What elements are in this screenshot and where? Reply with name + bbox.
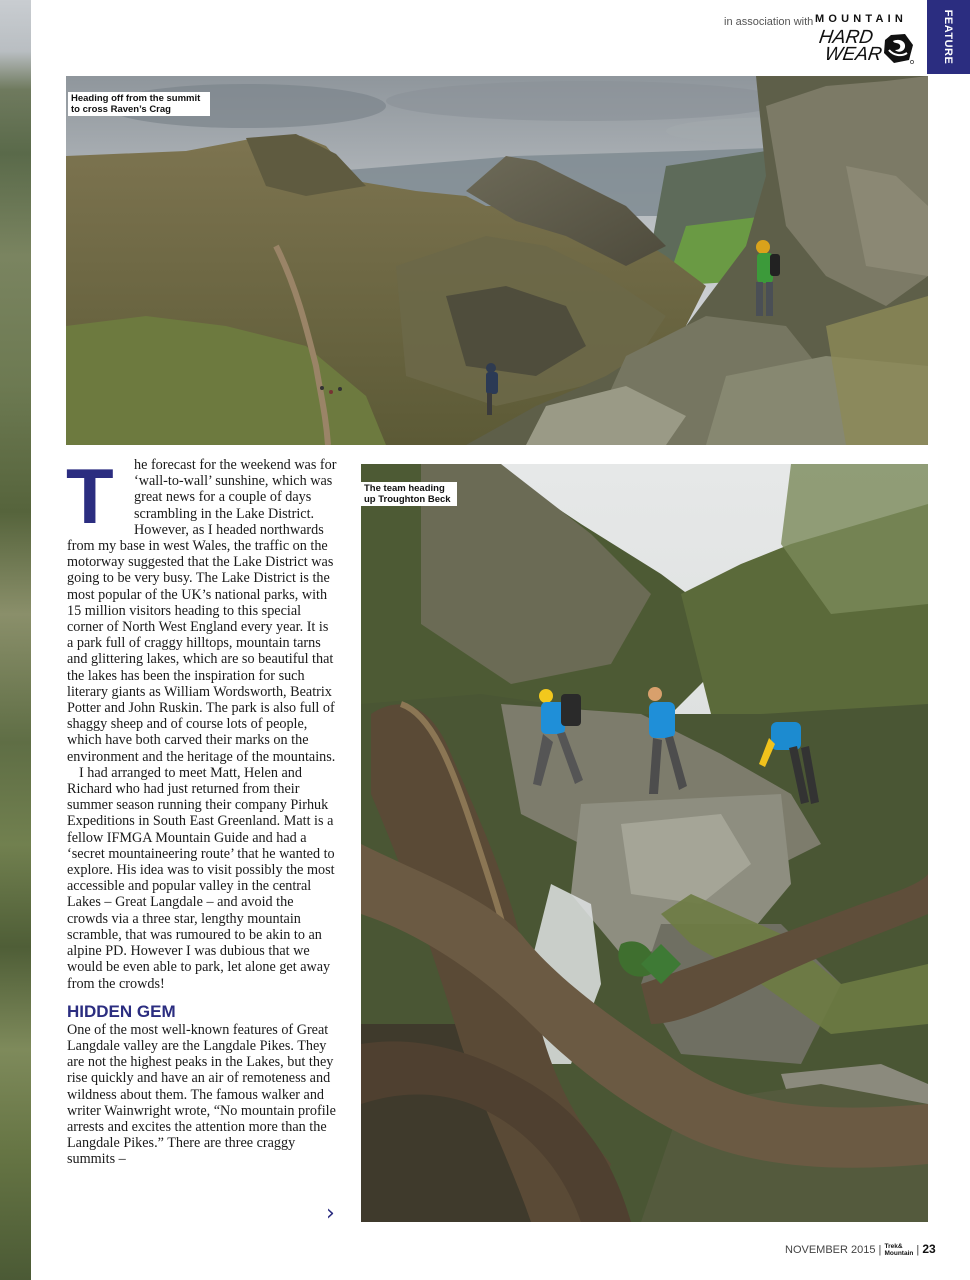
mag-line-1: Trek& xyxy=(884,1243,903,1251)
magazine-logo xyxy=(884,1243,913,1257)
continue-arrow-icon: › xyxy=(326,1201,335,1226)
paragraph-3: One of the most well-known features of Great Langdale valley are the Langdale Pikes. They are not the highest peaks in the Lakes, but they rise quickly and have an air of remoteness and wildness about them. The famous walker and writer Wainwright wrote, “No mountain profile arrests and excites the attention more than the Langdale Pikes.” There are three craggy summits – xyxy=(67,1021,336,1168)
article-body xyxy=(66,452,337,1168)
brand-line-1: HARD xyxy=(817,27,875,48)
page-footer xyxy=(785,1242,936,1257)
issue-date: NOVEMBER 2015 xyxy=(785,1244,876,1256)
paragraph-1: he forecast for the weekend was for ‘wall-to-wall’ sunshine, which was great news for a couple of days scrambling in the Lake District. However, as I headed northwards from my base in west Wales, the traffic on the motorway suggested that the Lake District was going to be very busy. The Lake District is the most popular of the UK’s national parks, with 15 million visitors heading to this special corner of North West England every year. It is a park full of craggy hilltops, mountain tarns and glittering lakes, which are so beautiful that the lakes has been the inspiration for such literary giants as William Wordsworth, Beatrix Potter and John Ruskin. The park is also full of shaggy sheep and of course lots of people, which have both carved their marks on the environment and the heritage of the mountains. xyxy=(67,457,337,765)
brand-top-text: MOUNTAIN xyxy=(815,13,908,25)
association-text: in association with xyxy=(724,16,814,28)
brand-line-2: WEAR xyxy=(823,44,884,65)
raven-crag-photo xyxy=(66,76,928,445)
feature-section-tab xyxy=(927,0,970,74)
brand-sub-text xyxy=(816,29,886,63)
footer-separator: | xyxy=(878,1244,882,1256)
page-number: 23 xyxy=(922,1242,936,1256)
subheading-hidden-gem: HIDDEN GEM xyxy=(67,1001,176,1021)
hardwear-nut-icon xyxy=(881,31,915,65)
right-photo-caption: The team heading up Troughton Beck xyxy=(361,482,457,506)
mag-line-2: Mountain xyxy=(884,1250,914,1258)
feature-tab-label: FEATURE xyxy=(942,9,954,65)
drop-cap: T xyxy=(66,452,114,540)
paragraph-2: I had arranged to meet Matt, Helen and Richard who had just returned from their summer season running their company Pirhuk Expeditions in South East Greenland. Matt is a fellow IFMGA Mountain Guide and had a ‘secret mountaineering route’ that he wanted to explore. His idea was to visit possibly the most accessible and popular valley in the central Lakes – Great Langdale – and avoid the crowds via a three star, lengthy mountain scramble, that was rumoured to be akin to an alpine PD. However I was dubious that we would be even able to park, let alone get away from the crowds! xyxy=(67,764,335,992)
troughton-beck-photo xyxy=(361,464,928,1222)
top-photo-caption: Heading off from the summit to cross Raven’s Crag xyxy=(68,92,210,116)
footer-separator: | xyxy=(916,1244,920,1256)
left-edge-photo-strip xyxy=(0,0,31,1280)
mountain-hardwear-logo xyxy=(815,13,923,71)
